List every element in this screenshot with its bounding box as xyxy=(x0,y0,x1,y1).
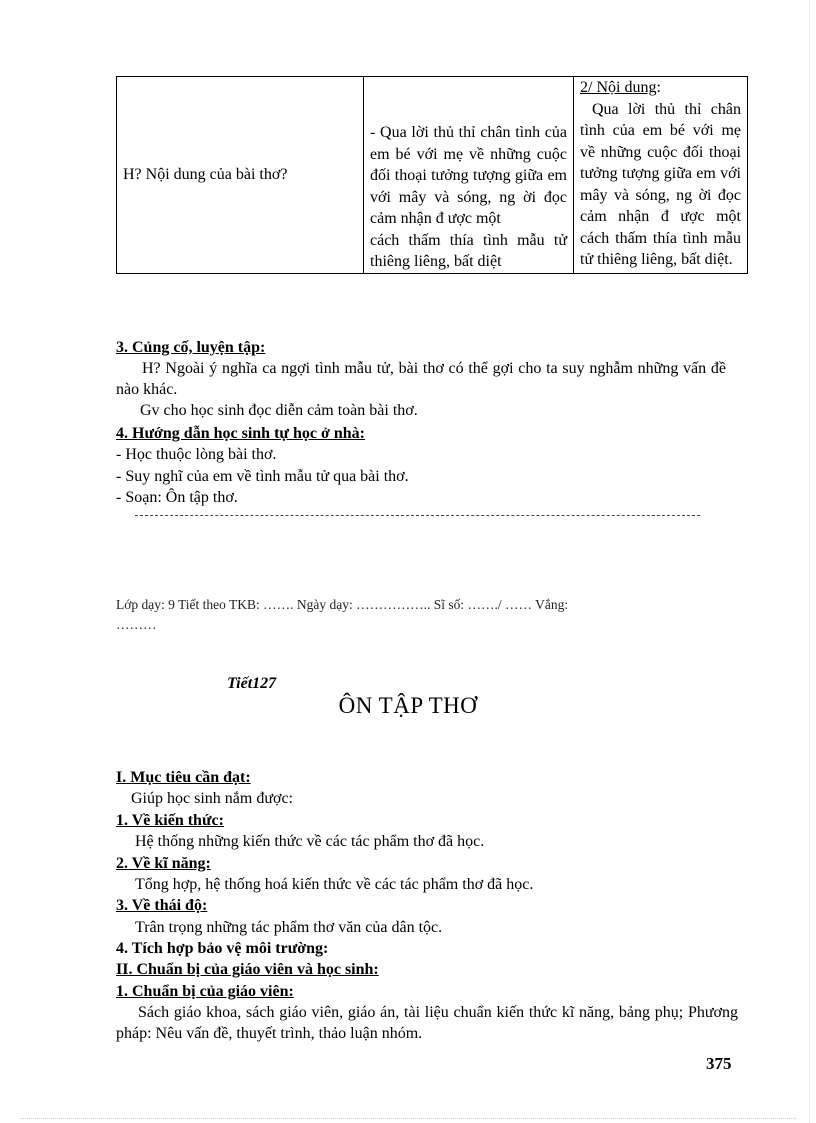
answer-line-2: cách thấm thía tình mẫu tử thiêng liêng, bất diệt xyxy=(370,231,567,270)
preparation-heading: II. Chuẩn bị của giáo viên và học sinh: xyxy=(116,961,379,978)
knowledge-text: Hệ thống những kiến thức về các tác phẩm thơ đã học. xyxy=(135,833,485,850)
page-title: ÔN TẬP THƠ xyxy=(338,693,478,718)
answer-line-1: - Qua lời thủ thỉ chân tình của em bé với mẹ về những cuộc đối thoại tưởng tượng giữa em với mây và sóng, ng ời đọc cảm nhận đ ược một xyxy=(370,124,567,227)
section3-para1: H? Ngoài ý nghĩa ca ngợi tình mẫu tử, bài thơ có thể gợi cho ta suy nghẫm những vấn đề nào khác. xyxy=(116,360,726,398)
answer-cell xyxy=(364,77,574,274)
teacher-prep-heading: 1. Chuẩn bị của giáo viên: xyxy=(116,983,294,1000)
class-info-line2: ……… xyxy=(116,617,157,632)
question-text: H? Nội dung của bài thơ? xyxy=(123,166,288,183)
right-border xyxy=(809,0,810,1123)
objectives-intro: Giúp học sinh nắm được: xyxy=(131,790,293,807)
knowledge-heading: 1. Về kiến thức: xyxy=(116,812,224,829)
skills-heading: 2. Về kĩ năng: xyxy=(116,855,211,872)
lesson-period: Tiết127 xyxy=(227,675,277,692)
class-info-line1: Lớp dạy: 9 Tiết theo TKB: ……. Ngày dạy: …………….. Sĩ số: ……./ …… Vắng: xyxy=(116,597,569,612)
page-number: 375 xyxy=(706,1054,732,1073)
table-row xyxy=(117,77,748,274)
content-heading-suffix: : xyxy=(656,79,661,96)
skills-text: Tổng hợp, hệ thống hoá kiến thức về các tác phẩm thơ đã học. xyxy=(135,876,534,893)
section3-heading: 3. Củng cố, luyện tập: xyxy=(116,339,266,356)
content-table xyxy=(116,76,748,274)
attitude-text: Trân trọng những tác phẩm thơ văn của dân tộc. xyxy=(135,919,443,936)
attitude-heading: 3. Về thái độ: xyxy=(116,897,208,914)
content-cell xyxy=(574,77,748,274)
teacher-prep-text: Sách giáo khoa, sách giáo viên, giáo án, tài liệu chuẩn kiến thức kĩ năng, bảng phụ; Phương pháp: Nêu vấn đề, thuyết trình, thảo luận nhóm. xyxy=(116,1004,738,1042)
bottom-border xyxy=(20,1118,796,1119)
content-heading: 2/ Nội dung xyxy=(580,79,657,96)
content-heading-line xyxy=(580,77,741,99)
section4-heading: 4. Hướng dẫn học sinh tự học ở nhà: xyxy=(116,425,365,442)
homework-item-2: - Suy nghĩ của em về tình mẫu tử qua bài thơ. xyxy=(116,468,409,485)
objectives-heading: I. Mục tiêu cần đạt: xyxy=(116,769,251,786)
question-cell xyxy=(117,77,364,274)
env-heading: 4. Tích hợp bảo vệ môi trường: xyxy=(116,940,329,957)
homework-item-1: - Học thuộc lòng bài thơ. xyxy=(116,446,277,463)
homework-item-3: - Soạn: Ôn tập thơ. xyxy=(116,489,238,506)
content-text: Qua lời thủ thỉ chân tình của em bé với mẹ về những cuộc đối thoại tưởng tượng giữa em với mây và sóng, ng ời đọc cảm nhận đ ược một cách thấm thía tình mẫu tử thiêng liêng, bất diệt. xyxy=(580,100,741,268)
divider xyxy=(135,515,700,516)
section3-para2: Gv cho học sinh đọc diễn cảm toàn bài thơ. xyxy=(140,402,418,419)
